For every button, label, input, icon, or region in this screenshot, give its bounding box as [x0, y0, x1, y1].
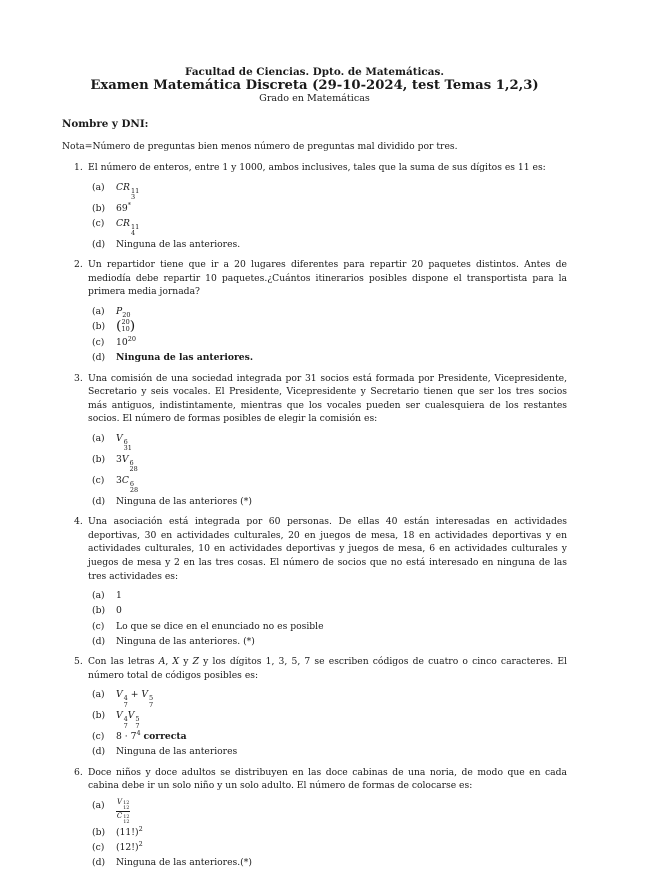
math-base: C	[121, 474, 129, 486]
option-label: (a)	[92, 590, 105, 602]
binomial-stack	[121, 319, 129, 332]
option-d	[88, 494, 567, 509]
math-base: 69	[116, 202, 128, 214]
option-list	[88, 304, 567, 366]
math-base: CR	[116, 181, 130, 193]
math-sup: 12	[123, 813, 130, 820]
option-label: (a)	[92, 432, 105, 444]
option-label: (b)	[92, 826, 106, 838]
option-d	[88, 855, 567, 870]
sup-sub	[123, 815, 129, 825]
option-list	[88, 798, 567, 871]
option-d	[88, 237, 567, 252]
math-coef: 3	[116, 474, 122, 486]
option-text: Ninguna de las anteriores.(*)	[116, 857, 252, 869]
question-text: Doce niños y doce adultos se distribuyen en las doce cabinas de una noria, de modo que en cada cabina debe ir un solo niño y un solo adulto. El número de formas de colocarse es:	[88, 766, 567, 792]
option-c	[88, 729, 567, 744]
math-base: C	[116, 811, 123, 820]
sup-sub	[135, 716, 139, 729]
option-a	[88, 431, 567, 452]
question-number: 5.	[74, 655, 83, 667]
math-sup: 5	[135, 715, 140, 724]
exam-title: Examen Matemática Discreta (29-10-2024, test Temas 1,2,3)	[90, 78, 539, 93]
math-sub: 12	[123, 804, 130, 811]
option-list	[88, 431, 567, 509]
question-list	[62, 161, 567, 870]
question-5	[62, 655, 567, 760]
math-sup: 2	[138, 839, 143, 848]
option-b	[88, 825, 567, 840]
option-label: (d)	[92, 746, 106, 758]
math-sub: 28	[129, 465, 138, 474]
separator: ,	[165, 655, 173, 667]
fraction-denominator	[116, 812, 130, 825]
math-sub: 20	[122, 310, 131, 319]
name-dni-label: Nombre y DNI:	[62, 118, 149, 130]
math-base: P	[116, 305, 123, 317]
math-sup: 11	[130, 222, 140, 231]
math-sup: 11	[130, 186, 140, 195]
math-sup: 4	[123, 694, 128, 703]
option-label: (c)	[92, 731, 105, 743]
math-base: V	[121, 453, 129, 465]
option-b	[88, 708, 567, 729]
text-after: y los dígitos 1, 3, 5, 7 se escriben códigos de cuatro o cinco caracteres. El número total de códigos posibles es:	[88, 655, 567, 681]
question-text: El número de enteros, entre 1 y 1000, ambos inclusives, tales que la suma de sus dígitos es 11 es:	[88, 162, 546, 173]
math-sup: *	[127, 200, 131, 209]
math-sup: 5	[148, 694, 154, 703]
math-sub: 7	[135, 721, 140, 730]
question-6	[62, 766, 567, 871]
option-text: Lo que se dice en el enunciado no es posible	[116, 620, 324, 632]
option-a	[88, 180, 567, 201]
math-sup: 6	[129, 479, 135, 488]
math-sup: 4	[136, 729, 141, 738]
option-text: 1	[116, 590, 122, 602]
question-text	[88, 656, 567, 681]
conjunction: y	[179, 655, 193, 667]
option-b	[88, 452, 567, 473]
option-a	[88, 798, 567, 825]
option-b	[88, 201, 567, 216]
option-label: (d)	[92, 238, 106, 250]
text-before: Con las letras	[88, 655, 159, 667]
math-sub: 28	[129, 486, 139, 495]
sup-sub	[149, 695, 153, 708]
fraction-numerator	[116, 798, 130, 812]
math-base: V	[116, 710, 123, 722]
math-base: V	[117, 797, 123, 806]
sup-sub	[131, 224, 139, 237]
question-number: 1.	[74, 162, 83, 173]
right-paren: )	[129, 318, 136, 334]
letter: Z	[192, 655, 199, 667]
question-number: 3.	[74, 372, 83, 384]
option-list	[88, 687, 567, 759]
question-2	[62, 258, 567, 366]
question-4	[62, 515, 567, 649]
option-b	[88, 603, 567, 618]
option-a	[88, 687, 567, 708]
question-text: Un repartidor tiene que ir a 20 lugares diferentes para repartir 20 paquetes distintos. Antes de mediodía debe repartir 10 paquetes.¿Cuántos itinerarios posibles dispone el transportista para la primera media jornada?	[88, 259, 567, 298]
binomial	[116, 319, 135, 333]
question-number: 6.	[74, 766, 83, 778]
math-expr: 8 · 7	[116, 731, 137, 743]
scoring-note: Nota=Número de preguntas bien menos número de preguntas mal dividido por tres.	[62, 141, 458, 152]
option-label: (a)	[92, 181, 105, 193]
option-text: Ninguna de las anteriores.	[116, 352, 254, 364]
math-sub: 4	[130, 229, 136, 238]
math-base: V	[141, 689, 148, 701]
option-text: 0	[116, 605, 122, 617]
math-base: V	[116, 432, 123, 444]
question-text: Una asociación está integrada por 60 personas. De ellas 40 están interesadas en actividades deportivas, 30 en actividades culturales, 20 en juegos de mesa, 18 en actividades deportivas y en actividades culturales, 10 en actividades deportivas y juegos de mesa, 6 en actividades culturales y juegos de mesa y 2 en las tres cosas. El número de socios que no está interesado en ninguna de las tres actividades es:	[88, 516, 567, 582]
option-label: (c)	[92, 337, 105, 349]
math-sup: 12	[123, 799, 130, 806]
math-coef: 3	[116, 453, 122, 465]
option-d	[88, 744, 567, 759]
plus-sign: +	[127, 689, 142, 701]
question-text: Una comisión de una sociedad integrada por 31 socios está formada por Presidente, Vicepresidente, Secretario y seis vocales. El Presidente, Vicepresidente y Secretario tienen que ser los tres socios más antiguos, indistintamente, mientras que los vocales pueden ser cualesquiera de los restantes socios. El número de formas posibles de elegir la comisión es:	[88, 372, 567, 425]
math-sup: 2	[138, 824, 143, 833]
question-1	[62, 161, 567, 252]
question-number: 2.	[74, 259, 83, 270]
option-a	[88, 304, 567, 319]
math-base: CR	[116, 217, 130, 229]
option-b	[88, 319, 567, 335]
option-label: (d)	[92, 495, 106, 507]
option-label: (c)	[92, 474, 105, 486]
option-label: (d)	[92, 857, 106, 869]
math-base: (11!)	[116, 826, 139, 838]
sup-sub	[124, 439, 132, 452]
letter: A	[158, 655, 166, 667]
option-text: Ninguna de las anteriores	[116, 746, 238, 758]
option-text: Ninguna de las anteriores (*)	[116, 495, 252, 507]
option-d	[88, 350, 567, 365]
math-sub: 31	[123, 444, 132, 453]
binom-top: 20	[121, 318, 130, 327]
option-list	[88, 588, 567, 649]
exam-page	[62, 66, 567, 876]
option-label: (c)	[92, 217, 105, 229]
degree-line: Grado en Matemáticas	[259, 93, 370, 104]
math-sub: 7	[148, 700, 154, 709]
option-text: Ninguna de las anteriores. (*)	[116, 635, 255, 647]
math-sup: 20	[127, 335, 136, 344]
option-label: (b)	[92, 202, 106, 214]
faculty-line: Facultad de Ciencias. Dpto. de Matemáticas.	[185, 66, 444, 78]
option-label: (a)	[92, 305, 105, 317]
math-sup: 6	[129, 458, 134, 467]
option-label: (c)	[92, 620, 105, 632]
left-paren: (	[116, 318, 122, 334]
math-base: V	[127, 710, 135, 722]
math-base: 10	[116, 337, 128, 349]
question-3	[62, 372, 567, 510]
sup-sub	[131, 188, 139, 201]
option-label: (c)	[92, 841, 105, 853]
math-sub: 12	[123, 818, 130, 825]
option-list	[88, 180, 567, 252]
binom-bottom: 10	[121, 324, 130, 333]
option-label: (d)	[92, 352, 106, 364]
math-base: (12!)	[116, 841, 139, 853]
option-c	[88, 216, 567, 237]
option-c	[88, 473, 567, 494]
math-sub: 7	[123, 700, 128, 709]
exam-header	[62, 66, 567, 105]
option-c	[88, 335, 567, 350]
option-c	[88, 619, 567, 634]
sup-sub	[130, 481, 138, 494]
option-label: (a)	[92, 799, 105, 811]
option-label: (b)	[92, 605, 106, 617]
math-sub: 7	[123, 721, 128, 730]
fraction	[116, 798, 130, 825]
sup-sub	[130, 460, 138, 473]
letter: X	[172, 655, 180, 667]
sup-sub	[123, 801, 129, 811]
question-number: 4.	[74, 516, 83, 528]
option-label: (b)	[92, 453, 106, 465]
option-label: (d)	[92, 635, 106, 647]
math-base: V	[116, 689, 123, 701]
option-a	[88, 588, 567, 603]
correct-mark: correcta	[143, 731, 187, 743]
option-text: Ninguna de las anteriores.	[116, 238, 241, 250]
option-label: (b)	[92, 320, 106, 332]
math-sub: 3	[130, 193, 136, 202]
math-sup: 4	[123, 715, 128, 724]
option-label: (b)	[92, 710, 106, 722]
option-label: (a)	[92, 689, 105, 701]
option-d	[88, 634, 567, 649]
math-sup: 6	[123, 437, 128, 446]
